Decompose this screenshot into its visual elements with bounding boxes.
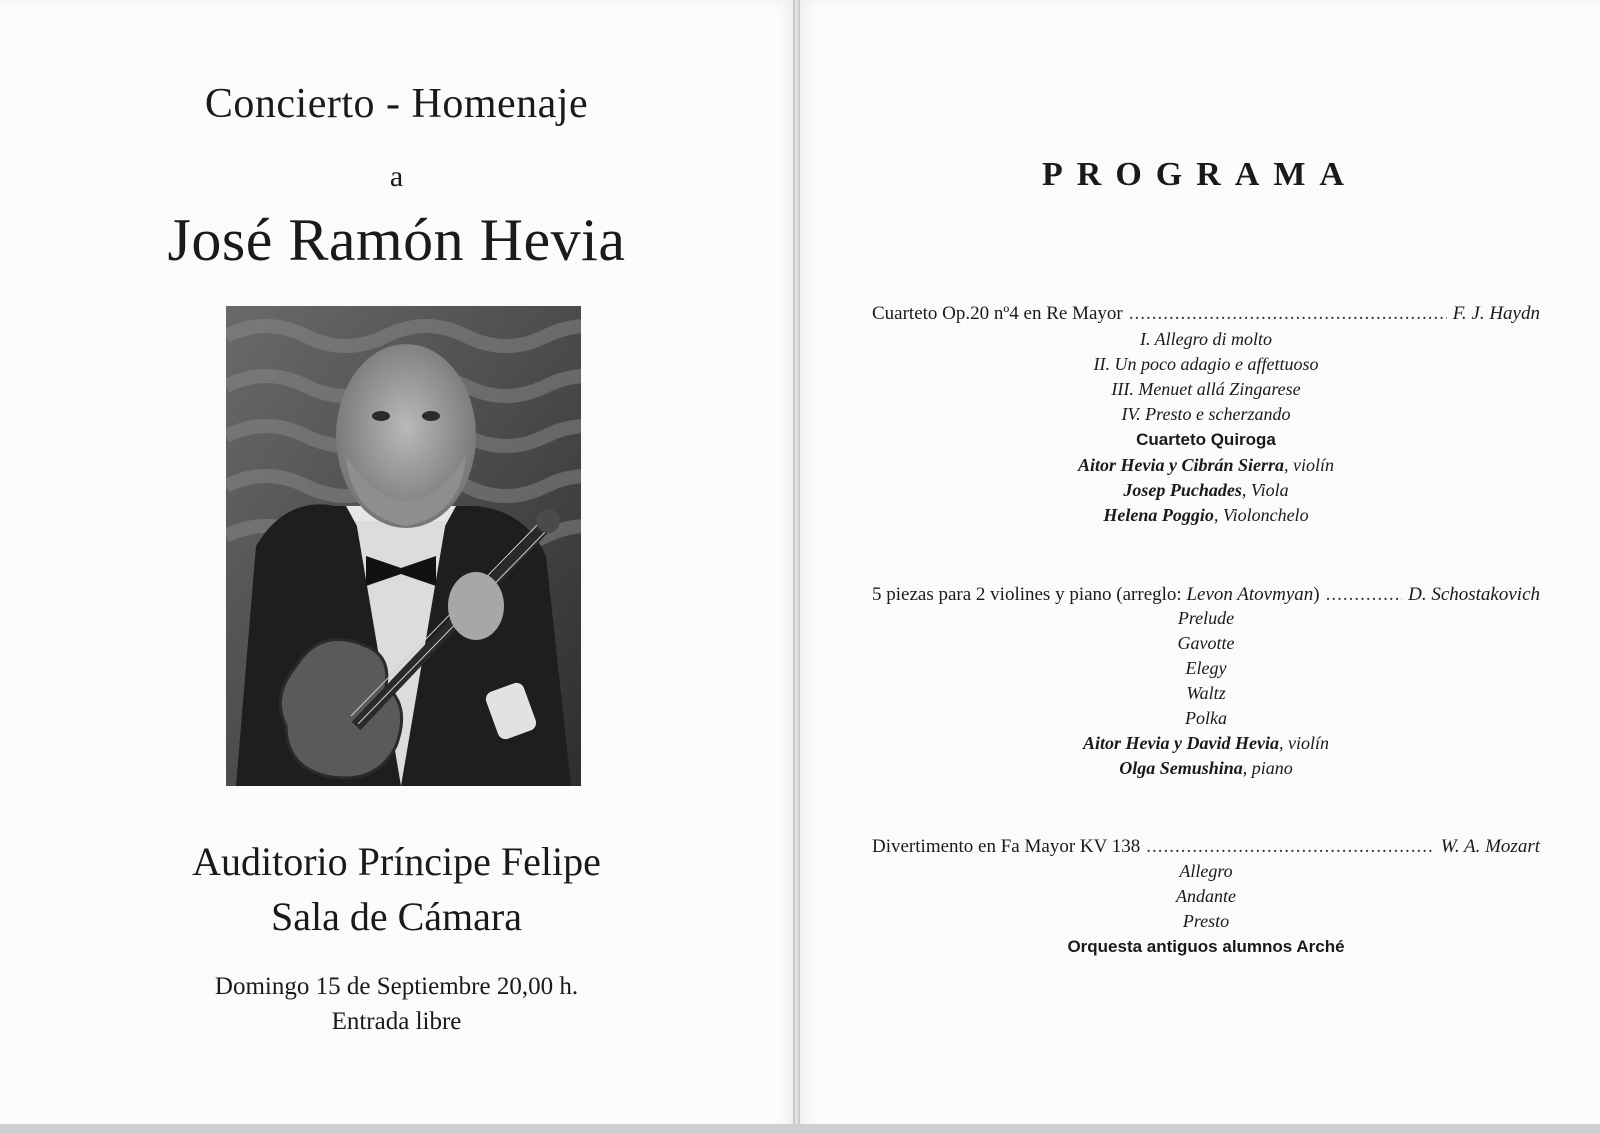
booklet-bottom-edge bbox=[0, 1124, 1600, 1134]
venue-name: Auditorio Príncipe Felipe bbox=[192, 839, 601, 884]
performer-names: Josep Puchades bbox=[1123, 480, 1242, 500]
movement: II. Un poco adagio e affettuoso bbox=[1093, 354, 1319, 374]
movement: Andante bbox=[1176, 886, 1236, 906]
ensemble-name: Cuarteto Quiroga bbox=[1136, 430, 1276, 449]
violinist-portrait-photo bbox=[226, 306, 581, 786]
work-composer: D. Schostakovich bbox=[1408, 584, 1540, 605]
work-title-line bbox=[872, 303, 1540, 325]
leader-dots bbox=[1326, 584, 1403, 606]
ensemble-name: Orquesta antiguos alumnos Arché bbox=[1067, 937, 1345, 956]
admission-note: Entrada libre bbox=[331, 1008, 462, 1035]
movement: Waltz bbox=[1186, 683, 1226, 703]
performer-names: Aitor Hevia y Cibrán Sierra bbox=[1077, 455, 1284, 475]
movement: I. Allegro di molto bbox=[1140, 329, 1272, 349]
movement: IV. Presto e scherzando bbox=[1121, 404, 1291, 424]
work-composer: W. A. Mozart bbox=[1440, 836, 1540, 857]
work-title-line bbox=[872, 584, 1540, 606]
performer-line bbox=[872, 455, 1540, 476]
movement: III. Menuet allá Zingarese bbox=[1111, 379, 1301, 399]
work-title: Divertimento en Fa Mayor KV 138 bbox=[872, 836, 1141, 857]
performer-line bbox=[872, 733, 1540, 754]
performer-instrument: , violín bbox=[1278, 733, 1329, 753]
movement: Allegro bbox=[1179, 861, 1233, 881]
concert-date-time: Domingo 15 de Septiembre 20,00 h. bbox=[214, 973, 579, 1000]
movement: Elegy bbox=[1185, 658, 1227, 678]
movement: Prelude bbox=[1177, 608, 1235, 628]
page-spine bbox=[793, 0, 800, 1134]
leader-dots bbox=[1146, 836, 1435, 858]
leader-dots bbox=[1129, 303, 1447, 325]
performer-instrument: , piano bbox=[1242, 758, 1293, 778]
performer-names: Olga Semushina bbox=[1119, 758, 1243, 778]
arranger-name: Levon Atovmyan bbox=[1186, 584, 1314, 605]
performer-instrument: , Violonchelo bbox=[1213, 505, 1309, 525]
performer-line bbox=[872, 480, 1540, 501]
honoree-name: José Ramón Hevia bbox=[167, 207, 626, 273]
movement: Presto bbox=[1182, 911, 1230, 931]
performer-instrument: , Viola bbox=[1241, 480, 1289, 500]
performer-line bbox=[872, 758, 1540, 779]
work-title-line bbox=[872, 836, 1540, 858]
concert-title-connector: a bbox=[389, 160, 404, 193]
movement: Polka bbox=[1185, 708, 1227, 728]
performer-names: Helena Poggio bbox=[1103, 505, 1214, 525]
performer-names: Aitor Hevia y David Hevia bbox=[1083, 733, 1279, 753]
cover-page bbox=[0, 0, 793, 1134]
venue-room: Sala de Cámara bbox=[271, 894, 522, 939]
performer-instrument: , violín bbox=[1284, 455, 1334, 475]
concert-title: Concierto - Homenaje bbox=[204, 81, 589, 127]
work-composer: F. J. Haydn bbox=[1452, 303, 1540, 324]
work-title: Cuarteto Op.20 nº4 en Re Mayor bbox=[872, 303, 1123, 324]
program-heading: PROGRAMA bbox=[1042, 156, 1358, 193]
work-title: 5 piezas para 2 violines y piano (arreglo: Levon Atovmyan) bbox=[872, 584, 1320, 605]
movement: Gavotte bbox=[1177, 633, 1235, 653]
performer-line bbox=[872, 505, 1540, 526]
